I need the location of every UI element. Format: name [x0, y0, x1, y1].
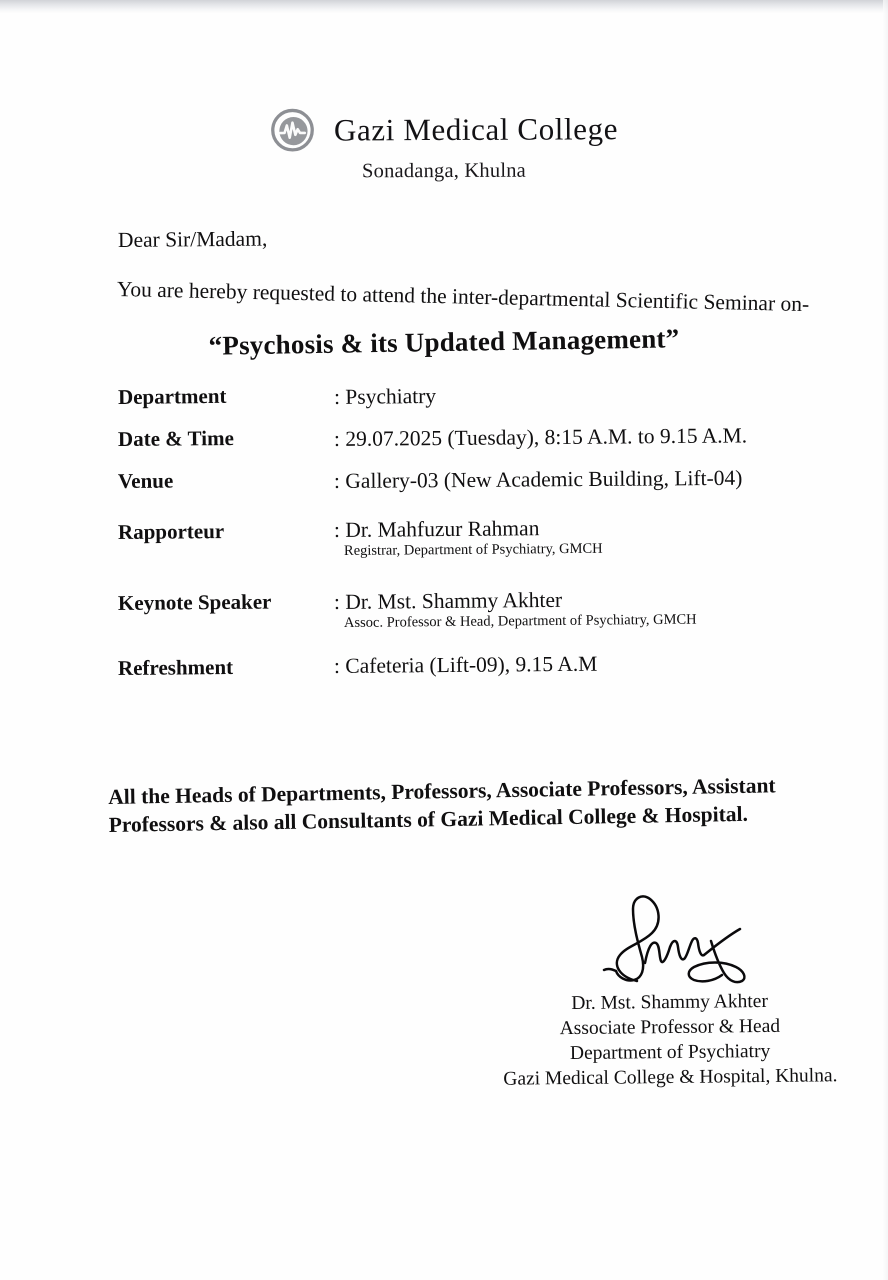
scan-top-edge — [0, 0, 888, 13]
seminar-title: “Psychosis & its Updated Management” — [208, 323, 680, 361]
detail-label: Venue — [117, 468, 174, 493]
letterhead-row — [269, 105, 618, 154]
detail-value: : Dr. Mahfuzur Rahman — [333, 516, 540, 542]
detail-label: Refreshment — [117, 654, 234, 680]
detail-row-rapporteur — [0, 516, 888, 588]
signature-block — [470, 885, 870, 1091]
detail-label: Department — [117, 383, 227, 409]
detail-subtext: Registrar, Department of Psychiatry, GMCH — [343, 540, 603, 559]
detail-label: Rapporteur — [117, 519, 225, 544]
signatory-department: Department of Psychiatry — [569, 1040, 771, 1064]
signatory-details — [469, 989, 870, 1093]
detail-row-department — [0, 385, 888, 427]
seminar-details-list — [0, 385, 888, 696]
detail-row-keynote-speaker — [0, 588, 888, 654]
detail-value: : Dr. Mst. Shammy Akhter — [333, 587, 563, 614]
detail-label: Keynote Speaker — [117, 589, 272, 615]
detail-value: : 29.07.2025 (Tuesday), 8:15 A.M. to 9.15 A.M. — [333, 423, 748, 451]
detail-label: Date & Time — [117, 425, 234, 451]
detail-row-venue — [0, 465, 888, 516]
letterhead-text — [334, 111, 618, 148]
ecg-circle-logo-icon — [269, 107, 316, 154]
salutation: Dear Sir/Madam, — [117, 226, 268, 252]
college-address: Sonadanga, Khulna — [361, 159, 527, 183]
detail-value: : Cafeteria (Lift-09), 9.15 A.M — [333, 651, 598, 678]
signatory-designation: Associate Professor & Head — [559, 1015, 781, 1040]
distribution-paragraph: All the Heads of Departments, Professors, Associate Professors, Assistant Professors & also all Consultants of Gazi Medical College & Hospital. — [108, 773, 776, 838]
handwritten-signature-icon — [590, 885, 750, 990]
signatory-name: Dr. Mst. Shammy Akhter — [571, 990, 769, 1015]
letterhead — [0, 106, 888, 183]
college-name: Gazi Medical College — [334, 110, 619, 147]
detail-row-refreshment — [0, 651, 888, 696]
request-line: You are hereby requested to attend the inter-departmental Scientific Seminar on- — [116, 277, 810, 317]
detail-value: : Gallery-03 (New Academic Building, Lift-04) — [333, 465, 743, 493]
detail-row-date-time — [0, 423, 888, 469]
detail-subtext: Assoc. Professor & Head, Department of Psychiatry, GMCH — [343, 611, 697, 631]
signatory-institution: Gazi Medical College & Hospital, Khulna. — [503, 1065, 838, 1090]
detail-value: : Psychiatry — [333, 383, 437, 409]
